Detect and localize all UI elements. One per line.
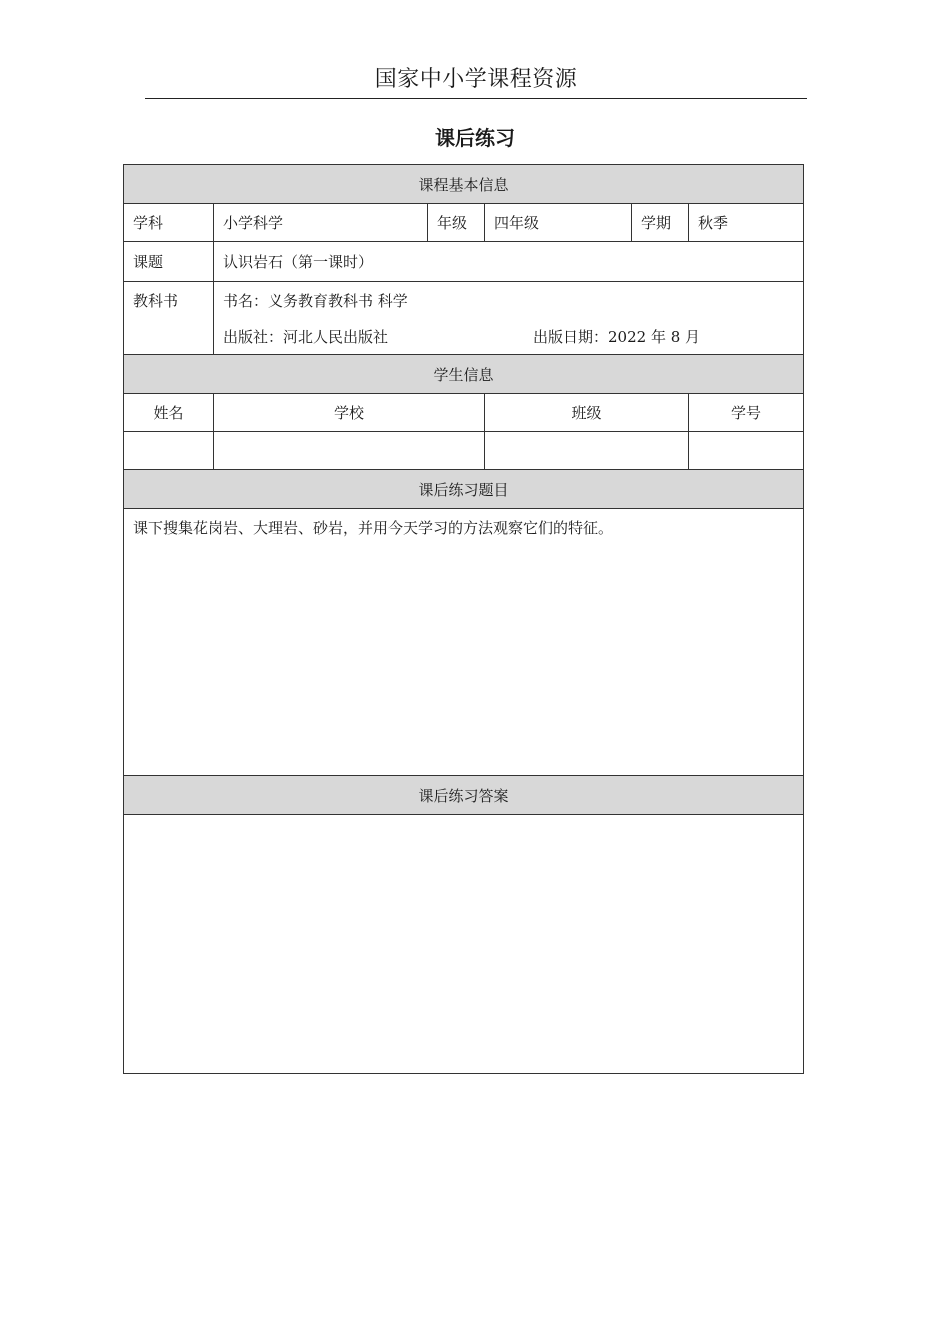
textbook-label: 教科书 — [124, 282, 214, 355]
exercise-question: 课下搜集花岗岩、大理岩、砂岩，并用今天学习的方法观察它们的特征。 — [124, 509, 804, 776]
student-class-field[interactable] — [485, 432, 689, 470]
answer-section-header: 课后练习答案 — [124, 776, 804, 815]
term-label: 学期 — [632, 204, 689, 242]
student-name-field[interactable] — [124, 432, 214, 470]
textbook-details — [214, 282, 804, 355]
grade-label: 年级 — [428, 204, 485, 242]
course-info-section-header: 课程基本信息 — [124, 165, 804, 204]
subject-value: 小学科学 — [214, 204, 428, 242]
exercise-section-header: 课后练习题目 — [124, 470, 804, 509]
grade-value: 四年级 — [485, 204, 632, 242]
subject-label: 学科 — [124, 204, 214, 242]
site-header — [145, 62, 807, 99]
document-title: 课后练习 — [435, 126, 515, 150]
student-class-header: 班级 — [485, 394, 689, 432]
student-school-field[interactable] — [214, 432, 485, 470]
student-school-header: 学校 — [214, 394, 485, 432]
topic-label: 课题 — [124, 242, 214, 282]
textbook-publisher: 出版社：河北人民出版社 — [223, 327, 389, 346]
student-info-section-header: 学生信息 — [124, 355, 804, 394]
textbook-name: 书名：义务教育教科书 科学 — [223, 291, 408, 310]
student-number-field[interactable] — [689, 432, 804, 470]
exercise-sheet-table — [123, 164, 804, 1074]
answer-area[interactable] — [124, 815, 804, 1074]
textbook-publish-date: 出版日期：2022 年 8 月 — [533, 327, 701, 346]
topic-value: 认识岩石（第一课时） — [214, 242, 804, 282]
site-title: 国家中小学课程资源 — [374, 67, 578, 92]
term-value: 秋季 — [689, 204, 804, 242]
student-name-header: 姓名 — [124, 394, 214, 432]
student-number-header: 学号 — [689, 394, 804, 432]
